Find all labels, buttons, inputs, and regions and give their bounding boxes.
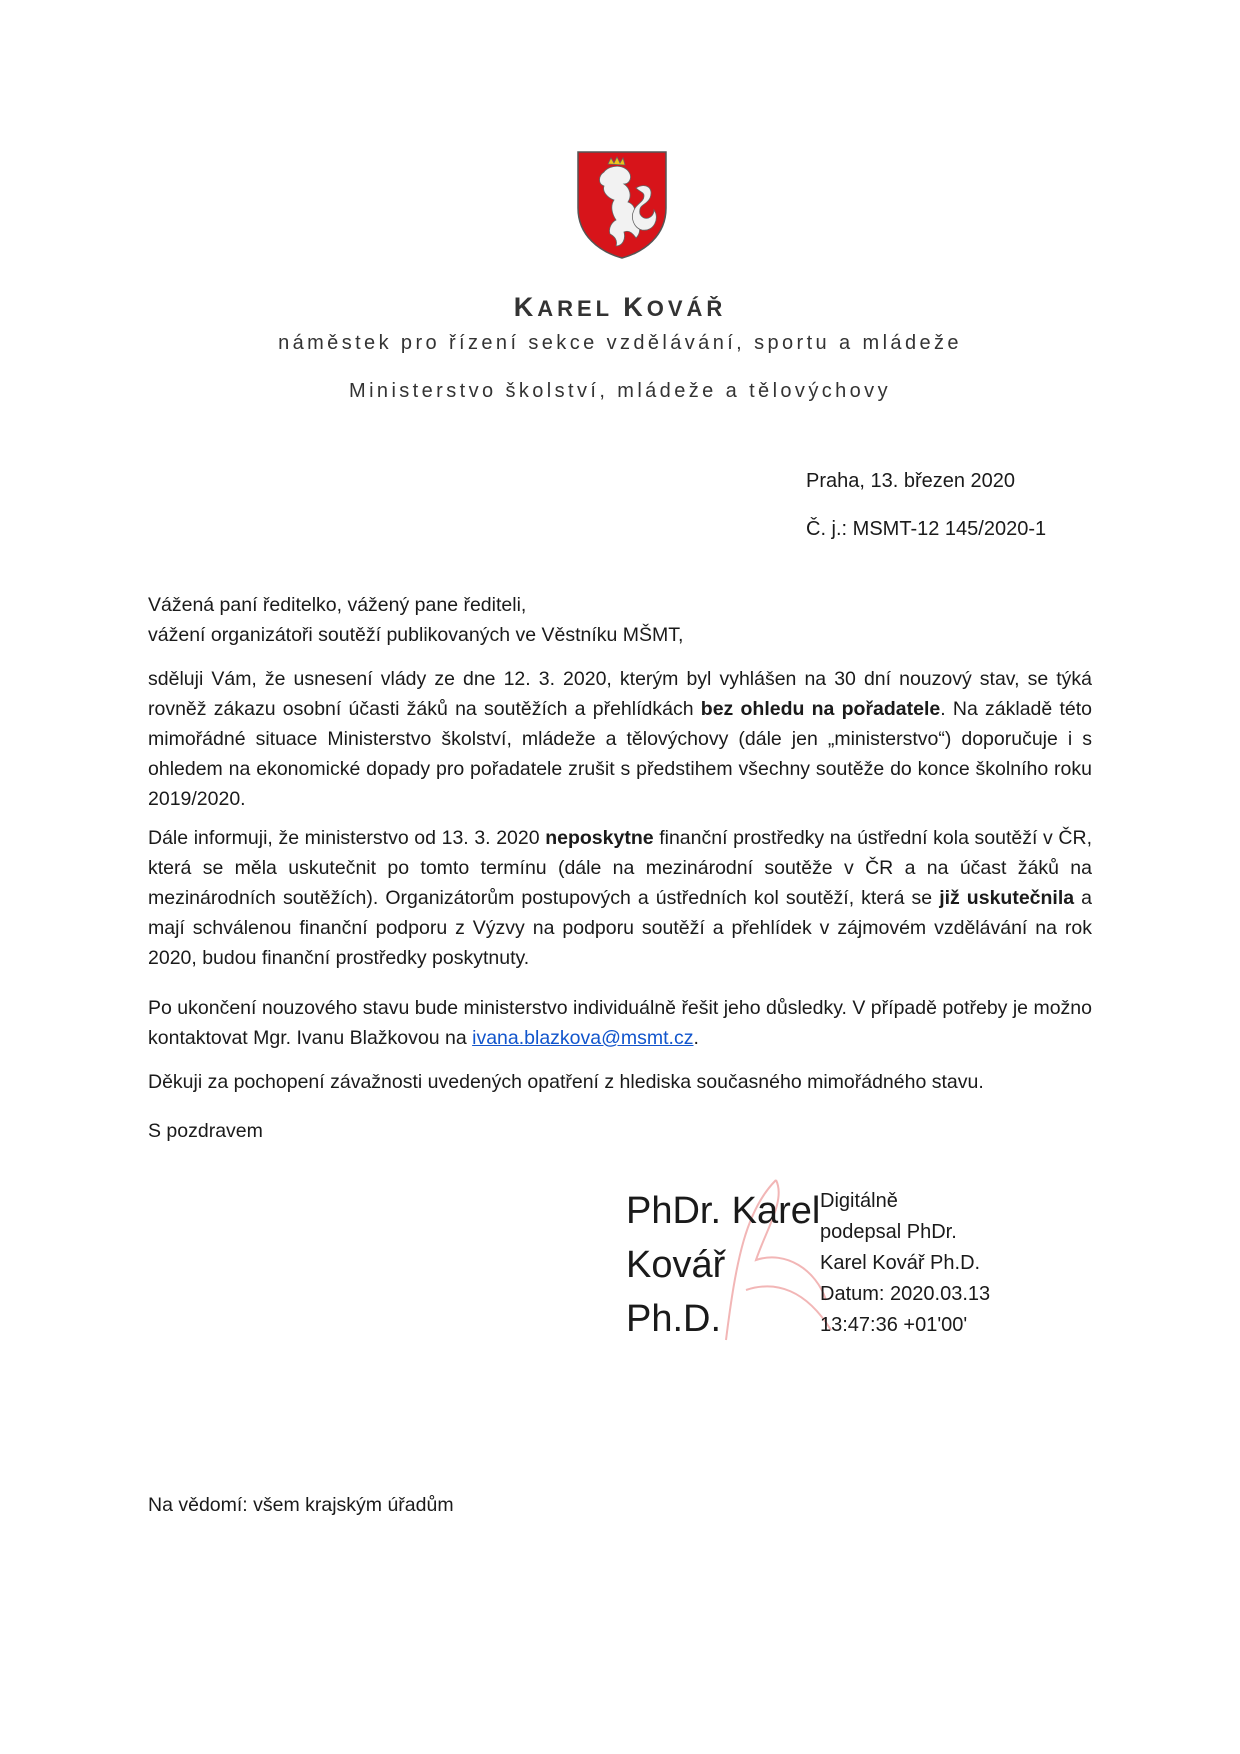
surname-rest: OVÁŘ <box>646 296 727 321</box>
signature-detail-line: Digitálně <box>820 1190 898 1212</box>
ministry-name: Ministerstvo školství, mládeže a tělovýchovy <box>349 380 891 402</box>
paragraph-4: Děkuji za pochopení závažnosti uvedených opatření z hlediska současného mimořádného stavu. <box>148 1071 984 1093</box>
signature-name-line: Ph.D. <box>626 1298 722 1340</box>
signature-detail-line: Datum: 2020.03.13 <box>820 1283 991 1305</box>
text: a mají schválenou finanční podporu z Výzvy na podporu soutěží a přehlídek v zájmovém vzdělávání na rok 2020, budou finanční prostředky poskytnuty. <box>148 887 1092 969</box>
email-link[interactable]: ivana.blazkova@msmt.cz <box>472 1027 694 1049</box>
salutation-line: vážení organizátoři soutěží publikovaných ve Věstníku MŠMT, <box>148 624 684 646</box>
text: finanční prostředky na ústřední kola soutěží v ČR, která se měla uskutečnit po tomto termínu (dále na mezinárodní soutěže v ČR a na účast žáků na mezinárodních soutěžích). Organizátorům postupových a ústředních kol soutěží, která se <box>148 827 1092 909</box>
bold-text: již uskutečnila <box>939 887 1075 909</box>
paragraph-3 <box>148 993 1092 1053</box>
name-rest: AREL <box>537 296 614 321</box>
signature-detail-line: Karel Kovář Ph.D. <box>820 1252 981 1274</box>
closing: S pozdravem <box>148 1120 263 1142</box>
text: . Na základě této mimořádné situace Ministerstvo školství, mládeže a tělovýchovy (dále jen „ministerstvo“) doporučuje i s ohledem na ekonomické dopady pro pořadatele zrušit s předstihem všechny soutěže do konce školního roku 2019/2020. <box>148 698 1092 810</box>
signature-name <box>626 1184 820 1346</box>
carbon-copy: Na vědomí: všem krajským úřadům <box>148 1494 454 1516</box>
text: Dále informuji, že ministerstvo od 13. 3. 2020 <box>148 827 546 849</box>
paragraph-1 <box>148 664 1092 814</box>
surname-initial: K <box>623 292 647 322</box>
bold-text: bez ohledu na pořadatele <box>700 698 941 720</box>
text: sděluji Vám, že usnesení vlády ze dne 12. 3. 2020, kterým byl vyhlášen na 30 dní nouzový stav, se týká rovněž zákazu osobní účasti žáků na soutěžích a přehlídkách <box>148 668 1092 720</box>
sender-name <box>0 292 1240 323</box>
signature-name-line: Kovář <box>626 1244 726 1286</box>
salutation-line: Vážená paní ředitelko, vážený pane řediteli, <box>148 594 527 616</box>
signature-detail-line: podepsal PhDr. <box>820 1221 957 1243</box>
bold-text: neposkytne <box>545 827 654 849</box>
sender-role: náměstek pro řízení sekce vzdělávání, sportu a mládeže <box>278 332 962 354</box>
reference-number: Č. j.: MSMT-12 145/2020-1 <box>806 518 1047 540</box>
coat-of-arms-emblem <box>574 148 670 260</box>
signature-details <box>820 1186 990 1341</box>
name-initial: K <box>513 292 538 322</box>
text: Po ukončení nouzového stavu bude ministerstvo individuálně řešit jeho důsledky. V případě potřeby je možno kontaktovat Mgr. Ivanu Blažkovou na <box>148 997 1092 1049</box>
paragraph-2 <box>148 823 1092 973</box>
text: . <box>693 1027 699 1049</box>
salutation <box>148 590 1092 650</box>
signature-detail-line: 13:47:36 +01'00' <box>820 1314 968 1336</box>
place-date: Praha, 13. březen 2020 <box>806 470 1016 492</box>
signature-name-line: PhDr. Karel <box>626 1190 821 1232</box>
